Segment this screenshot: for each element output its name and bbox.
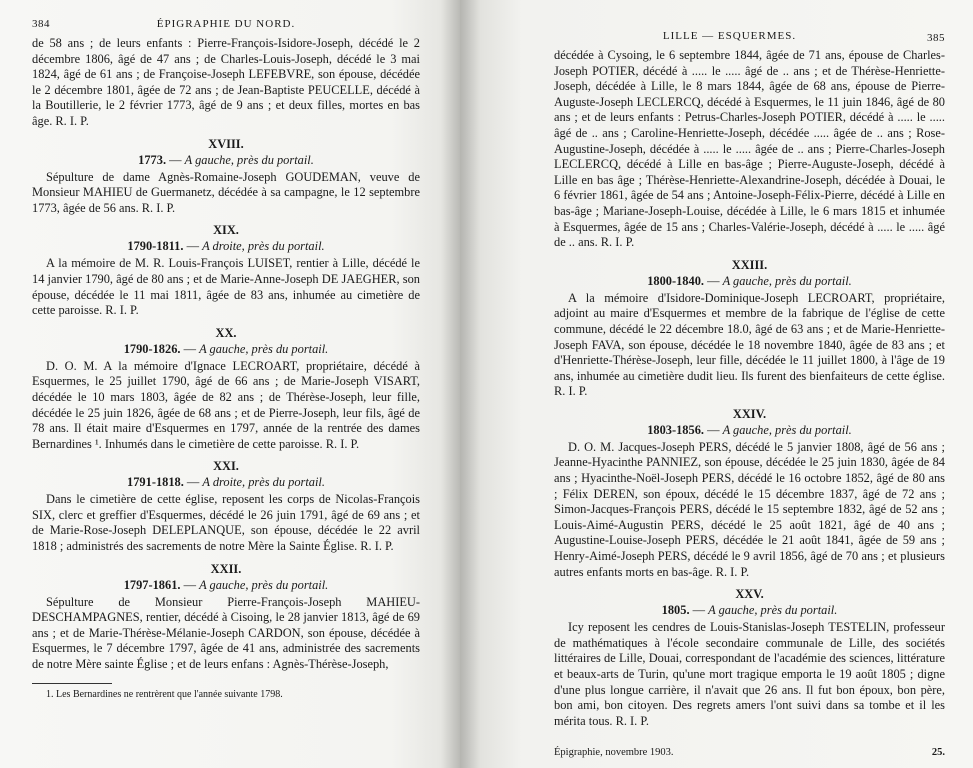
inscription-number: XXIV.	[732, 406, 767, 421]
inscription-location: A gauche, près du portail.	[722, 273, 852, 288]
inscription-dates: 1790-1811.	[127, 239, 184, 254]
inscription-location: A droite, près du portail.	[202, 475, 325, 490]
inscription-dates: 1800-1840.	[647, 273, 704, 288]
inscription-text: D. O. M. A la mémoire d'Ignace LECROART, propriétaire, décédé à Esquermes, le 25 juillet 1790, âgé de 66 ans ; de Marie-Joseph VISART, décédée le 10 mars 1803, âgée de 82 ans ; de Thérèse-Joseph, leur fille, décédée le 25 juin 1826, âgée de 68 ans ; et de Pierre-Joseph, leur fils, âgé de 78 ans. Il était maire d'Esquermes en 1797, année de la rentrée des dames Bernardines ¹. Inhumés dans le cimetière de cette paroisse. R. I. P.	[32, 358, 420, 451]
inscription-text: Icy reposent les cendres de Louis-Stanislas-Joseph TESTELIN, professeur de mathématiques à l'école secondaire communale de Lille, des sociétés littéraires de Lille, Douai, correspondant de l'académie des sciences, littérature et beaux-arts de Turin, qu'une mort tragique emporta le 19 août 1805 ; digne d'une plus longue carrière, il n'avait que 26 ans. Il fut bon époux, bon père, bon ami, bon citoyen. Des regrets amers l'ont suivi dans sa tombe et il les mérita tous. R. I. P.	[554, 620, 945, 728]
right-page	[460, 0, 973, 768]
inscription-number: XIX.	[213, 223, 239, 238]
inscription-text: D. O. M. Jacques-Joseph PERS, décédé le 5 janvier 1808, âgé de 56 ans ; Jeanne-Hyacinthe PANNIEZ, son épouse, décédée le 25 juin 1830, âgée de 84 ans ; Hyacinthe-Noël-Joseph PERS, décédé le 16 octobre 1852, âgé de 80 ans ; Félix DEREN, son époux, décédé le 15 décembre 1837, âgé de 72 ans ; Simon-Jacques-François PERS, décédé le 15 septembre 1832, âgé de 52 ans ; Louis-Aimé-Augustin PERS, décédé le 25 août 1821, âgé de 40 ans ; Augustine-Louise-Joseph PERS, décédée le 21 août 1841, âgée de 59 ans ; Henry-Aimé-Joseph PERS, décédé le 9 avril 1856, âgé de 70 ans ; et plusieurs autres enfants morts en bas-âge. R. I. P.	[554, 439, 945, 579]
inscription-dates: 1791-1818.	[127, 475, 184, 490]
inscription-heading: 1797-1861. — A gauche, près du portail.	[123, 577, 329, 592]
inscription-number: XXV.	[735, 587, 764, 602]
left-page-body	[32, 36, 420, 673]
inscription-number: XX.	[215, 325, 237, 340]
footnote: 1. Les Bernardines ne rentrèrent que l'année suivante 1798.	[46, 688, 283, 700]
inscription-dates: 1803-1856.	[647, 422, 704, 437]
inscription-dates: 1773.	[138, 152, 167, 167]
inscription-location: A gauche, près du portail.	[722, 422, 852, 437]
left-page-header	[32, 14, 420, 36]
inscription-heading: 1805. — A gauche, près du portail.	[661, 603, 838, 618]
inscription-location: A gauche, près du portail.	[199, 341, 329, 356]
inscription-number: XXIII.	[731, 257, 768, 272]
footer-publication: Épigraphie, novembre 1903.	[554, 747, 674, 758]
inscription-number: XXI.	[213, 459, 239, 474]
inscription-heading: 1800-1840. — A gauche, près du portail.	[647, 273, 852, 288]
inscription-heading: 1773. — A gauche, près du portail.	[138, 152, 314, 167]
inscription-heading: 1803-1856. — A gauche, près du portail.	[647, 422, 852, 437]
inscription-dates: 1805.	[661, 603, 690, 618]
inscription-text: de 58 ans ; de leurs enfants : Pierre-François-Isidore-Joseph, décédé le 2 décembre 1806, âgé de 47 ans ; de Charles-Louis-Joseph, décédé le 3 mai 1824, âgé de 61 ans ; de Françoise-Joseph LEFEBVRE, son épouse, décédée le 2 décembre 1801, âgée de 72 ans ; de Jean-Baptiste PEUCELLE, décédé à la Boutillerie, le 2 février 1773, âgé de 9 ans ; et deux filles, mortes en bas âge. R. I. P.	[32, 36, 420, 128]
right-running-head: LILLE — ESQUERMES.	[662, 30, 797, 42]
right-page-body	[554, 48, 945, 729]
inscription-dates: 1797-1861.	[123, 577, 181, 592]
left-page-number: 384	[32, 18, 50, 30]
inscription-text: Sépulture de dame Agnès-Romaine-Joseph GOUDEMAN, veuve de Monsieur MAHIEU de Guermanetz, décédée à sa campagne, le 12 septembre 1773, âgée de 56 ans. R. I. P.	[32, 169, 420, 215]
inscription-dates: 1790-1826.	[123, 341, 181, 356]
inscription-text: A la mémoire de M. R. Louis-François LUISET, rentier à Lille, décédé le 14 janvier 1790, âgé de 80 ans ; et de Marie-Anne-Joseph DE JAEGHER, son épouse, décédée le 11 mai 1811, âgée de 83 ans, inhumée au cimetière de cette paroisse. R. I. P.	[32, 256, 420, 318]
inscription-location: A droite, près du portail.	[202, 239, 325, 254]
inscription-location: A gauche, près du portail.	[184, 152, 314, 167]
right-page-number: 385	[927, 32, 945, 44]
inscription-heading: 1790-1826. — A gauche, près du portail.	[123, 341, 329, 356]
inscription-text: Dans le cimetière de cette église, reposent les corps de Nicolas-François SIX, clerc et greffier d'Esquermes, décédé le 26 juin 1791, âgé de 69 ans ; et de Marie-Rose-Joseph DELEPLANQUE, son épouse, décédée le 22 avril 1818 ; administrés des sacrements de notre Mère la Sainte Église. R. I. P.	[32, 492, 420, 554]
right-page-footer	[554, 747, 945, 758]
footer-signature-number: 25.	[931, 747, 945, 758]
footnote-rule	[32, 683, 112, 684]
inscription-text: décédée à Cysoing, le 6 septembre 1844, âgée de 71 ans, épouse de Charles-Joseph POTIER, décédé à ..... le ..... âgé de .. ans ; et de Thérèse-Henriette-Joseph, décédée à Lille, le 8 mars 1844, âgée de 68 ans, épouse de Pierre-Auguste-Joseph LECLERCQ, décédé à Esquermes, le 11 juin 1846, âgé de 80 ans ; et de leurs enfants : Petrus-Charles-Joseph POTIER, décédé à ..... le ..... âgé de .. ans ; Caroline-Henriette-Joseph, décédée ..... âgée de .. ans ; Rose-Augustine-Joseph, décédée à ..... le ..... âgée de .. ans ; Pierre-Charles-Joseph LECLERCQ, décédé à Lille en bas-âge ; Pierre-Auguste-Joseph, décédé à Lille en bas âge ; Thérèse-Henriette-Alexandrine-Joseph, décédée à Douai, le 6 février 1861, âgée de 54 ans ; Antoine-Joseph-Félix-Pierre, décédé à Lille en bas-âge ; Mariane-Joseph-Louise, décédée à Lille, le 6 mars 1815 et inhumée à Esquermes, âgée de 15 ans ; Charles-Valérie-Joseph, décédé à ..... le ..... âgé de .. ans. R. I. P.	[554, 48, 945, 250]
inscription-heading: 1790-1811. — A droite, près du portail.	[127, 239, 325, 254]
inscription-number: XVIII.	[208, 136, 244, 151]
inscription-location: A gauche, près du portail.	[199, 577, 329, 592]
inscription-text: A la mémoire d'Isidore-Dominique-Joseph LECROART, propriétaire, adjoint au maire d'Esquermes et membre de la fabrique de l'église de cette commune, décédé le 22 décembre 18.0, âgé de 63 ans ; et de Marie-Henriette-Joseph FAVA, son épouse, décédée le 18 novembre 1840, âgée de 83 ans ; et d'Henriette-Thérèse-Joseph, leur fille, décédée le 11 juillet 1800, à l'âge de 19 ans, inhumée au cimetière dudit lieu. Ils furent des bienfaiteurs de cette église. R. I. P.	[554, 290, 945, 399]
inscription-number: XXII.	[210, 561, 242, 576]
inscription-heading: 1791-1818. — A droite, près du portail.	[127, 475, 325, 490]
inscription-location: A gauche, près du portail.	[708, 603, 838, 618]
left-running-head: ÉPIGRAPHIE DU NORD.	[156, 18, 296, 30]
left-page	[0, 0, 460, 768]
right-page-header	[554, 26, 945, 48]
inscription-text: Sépulture de Monsieur Pierre-François-Joseph MAHIEU-DESCHAMPAGNES, rentier, décédé à Cisoing, le 28 janvier 1813, âgé de 69 ans ; et de Marie-Thérèse-Mélanie-Joseph CARDON, son épouse, décédée à Esquermes, le 7 décembre 1797, âgée de 41 ans, administrée des sacrements de notre Mère sainte Église ; et de leurs enfans : Agnès-Thérèse-Joseph,	[32, 594, 420, 672]
